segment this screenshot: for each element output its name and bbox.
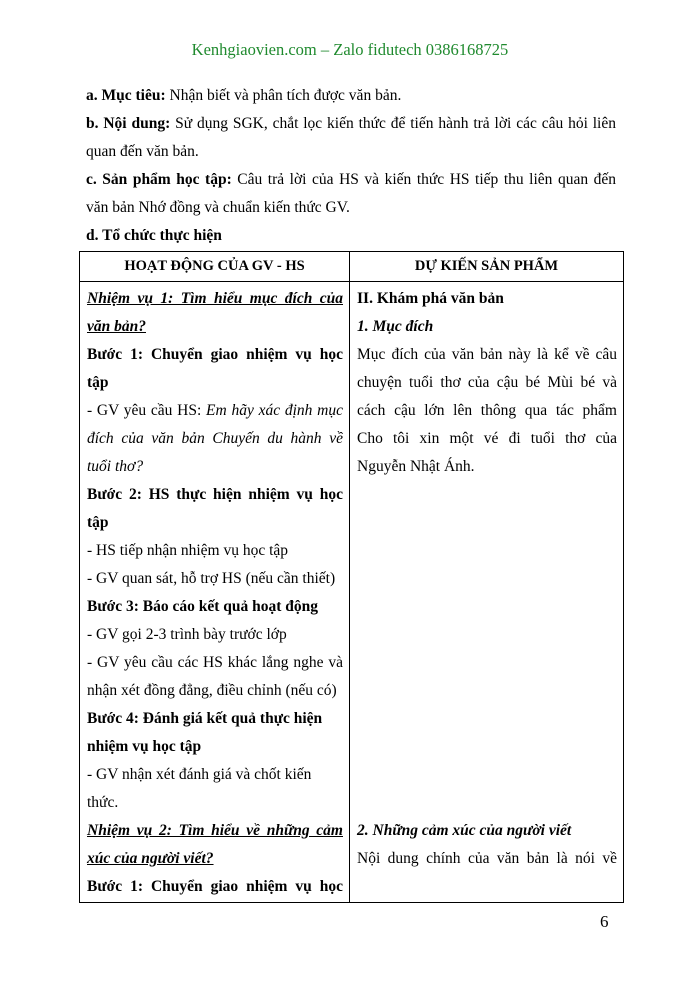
product-paragraph <box>86 166 616 222</box>
objective-text: Nhận biết và phân tích được văn bản. <box>165 87 402 104</box>
step3-item2-line2: nhận xét đồng đẳng, điều chỉnh (nếu có) <box>87 682 337 699</box>
column-header-expected-products: DỰ KIẾN SẢN PHẨM <box>350 252 624 282</box>
task2-step1-title: Bước 1: Chuyển giao nhiệm vụ học <box>87 878 343 895</box>
content-text-line1: Sử dụng SGK, chắt lọc kiến thức để tiến hành trả lời các câu hỏi liên <box>170 115 616 132</box>
content-text-line2: quan đến văn bản. <box>86 143 199 160</box>
section-title: II. Khám phá văn bản <box>357 290 504 307</box>
product-label: c. Sản phẩm học tập: <box>86 171 232 188</box>
step1-request-line3: tuổi thơ? <box>87 458 144 475</box>
purpose-line2: chuyện tuổi thơ của cậu bé Mùi bé và <box>357 374 617 391</box>
task1-title-line1: Nhiệm vụ 1: Tìm hiểu mục đích của <box>87 290 343 307</box>
step3-item1: - GV gọi 2-3 trình bày trước lớp <box>87 626 287 643</box>
purpose-line5: Nguyễn Nhật Ánh. <box>357 458 475 475</box>
purpose-line3: cách cậu lớn lên thông qua tác phẩm <box>357 402 617 419</box>
subsection1-title: 1. Mục đích <box>357 318 434 335</box>
organization-heading: d. Tổ chức thực hiện <box>86 227 222 244</box>
column-header-activities: HOẠT ĐỘNG CỦA GV - HS <box>80 252 350 282</box>
step4-title-line2: nhiệm vụ học tập <box>87 738 202 755</box>
activity-table <box>79 251 624 903</box>
step4-item1-line1: - GV nhận xét đánh giá và chốt kiến <box>87 766 312 783</box>
content-label: b. Nội dung: <box>86 115 171 132</box>
step2-title-line2: tập <box>87 514 109 531</box>
purpose-line1: Mục đích của văn bản này là kể về câu <box>357 346 617 363</box>
product-text-line1: Câu trả lời của HS và kiến thức HS tiếp thu liên quan đến <box>231 171 617 188</box>
step4-title-line1: Bước 4: Đánh giá kết quả thực hiện <box>87 710 323 727</box>
task2-title-line1: Nhiệm vụ 2: Tìm hiểu về những cảm <box>87 822 343 839</box>
step1-title-line1: Bước 1: Chuyển giao nhiệm vụ học <box>87 346 343 363</box>
objective-label: a. Mục tiêu: <box>86 87 166 104</box>
product-text-line2: văn bản Nhớ đồng và chuẩn kiến thức GV. <box>86 199 350 216</box>
cell-spacer <box>357 481 617 817</box>
step2-title-line1: Bước 2: HS thực hiện nhiệm vụ học <box>87 486 343 503</box>
step2-item1: - HS tiếp nhận nhiệm vụ học tập <box>87 542 289 559</box>
activities-cell <box>80 282 350 903</box>
step1-request-line2: đích của văn bản Chuyến du hành về <box>87 430 343 447</box>
task1-title-line2: văn bản? <box>87 318 146 335</box>
step4-item1-line2: thức. <box>87 794 119 811</box>
step2-item2: - GV quan sát, hỗ trợ HS (nếu cần thiết) <box>87 570 336 587</box>
objective-paragraph <box>86 82 616 110</box>
content-paragraph <box>86 110 616 166</box>
emotions-line1: Nội dung chính của văn bản là nói về <box>357 850 617 867</box>
purpose-line4: Cho tôi xin một vé đi tuổi thơ của <box>357 430 617 447</box>
subsection2-title: 2. Những cảm xúc của người viết <box>357 822 572 839</box>
organization-heading-wrap <box>86 222 616 250</box>
expected-products-cell <box>350 282 624 903</box>
task2-title-line2: xúc của người viết? <box>87 850 214 867</box>
page-number: 6 <box>600 912 609 931</box>
step1-title-line2: tập <box>87 374 109 391</box>
page-header: Kenhgiaovien.com – Zalo fidutech 0386168725 <box>191 40 509 59</box>
step1-request-line1: - GV yêu cầu HS: Em hãy xác định mục <box>87 402 343 419</box>
step3-title: Bước 3: Báo cáo kết quả hoạt động <box>87 598 319 615</box>
step3-item2-line1: - GV yêu cầu các HS khác lắng nghe và <box>87 654 343 671</box>
